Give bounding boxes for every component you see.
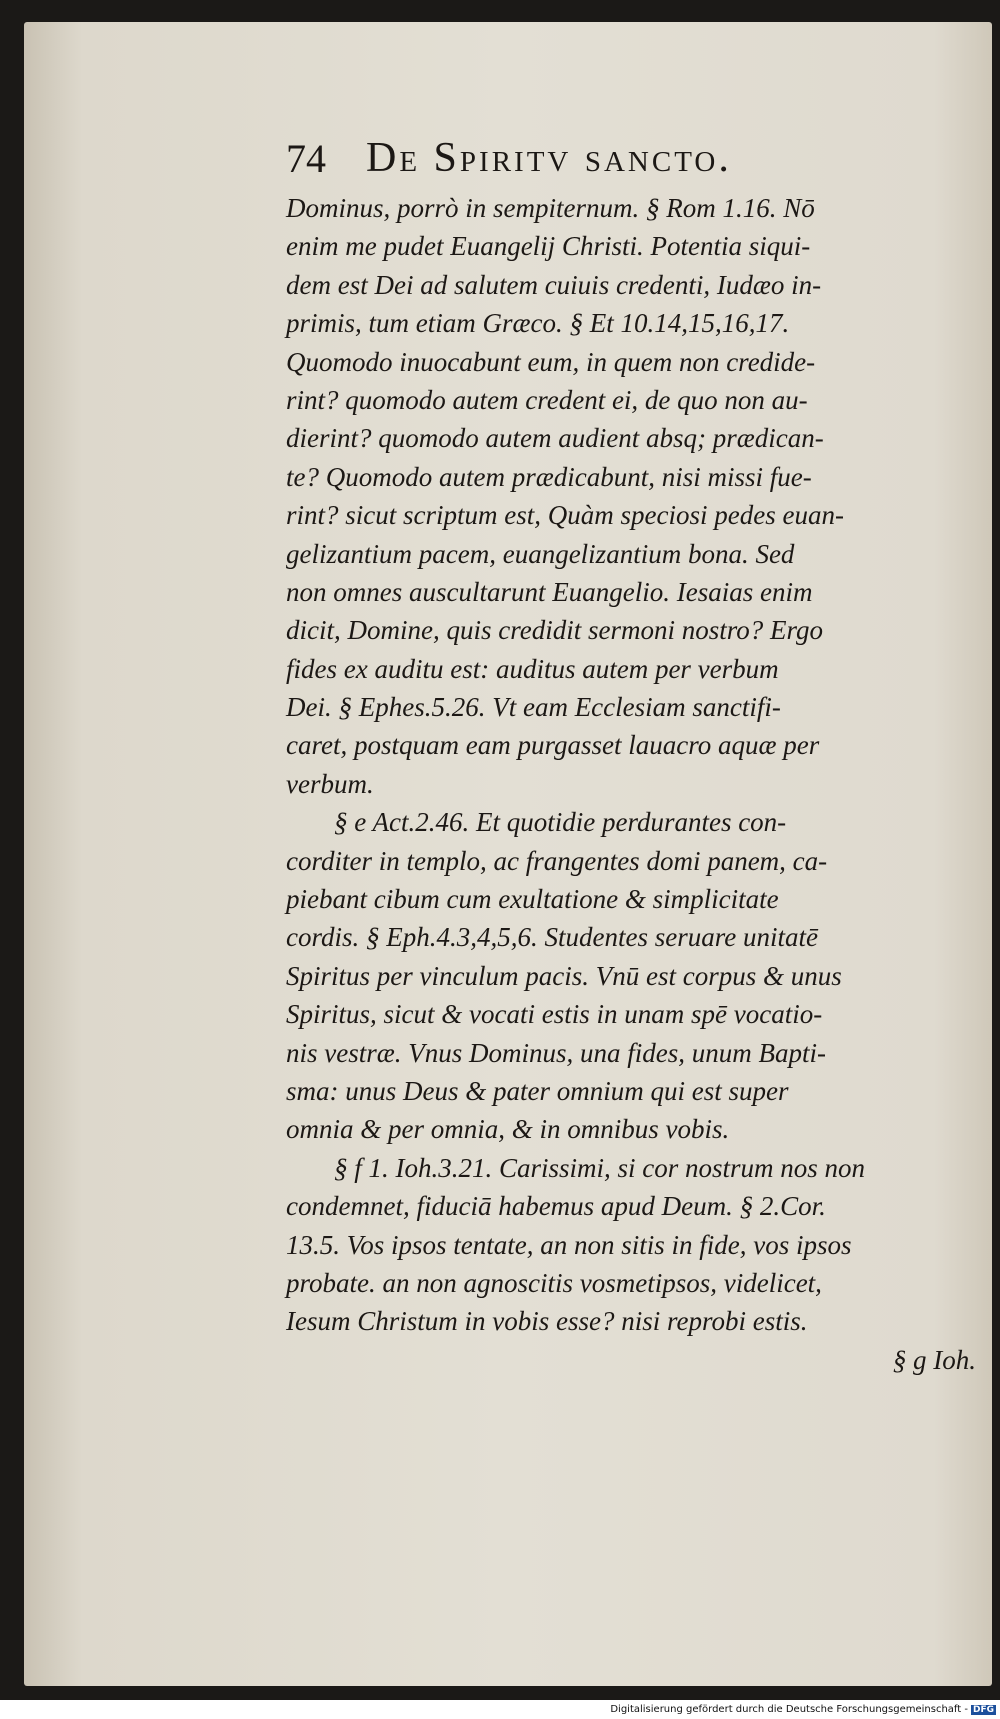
text-line: Spiritus, sicut & vocati estis in unam spē vocatio- bbox=[286, 999, 823, 1030]
text-line: fides ex auditu est: auditus autem per verbum bbox=[286, 653, 779, 684]
text-line: caret, postquam eam purgasset lauacro aquæ per bbox=[286, 730, 820, 761]
footer-bar bbox=[0, 1700, 1000, 1719]
catchword: § g Ioh. bbox=[892, 1344, 976, 1375]
text-line: Dei. § Ephes.5.26. Vt eam Ecclesiam sanctifi- bbox=[286, 692, 781, 723]
text-line: corditer in templo, ac frangentes domi panem, ca- bbox=[286, 845, 828, 876]
text-line: 13.5. Vos ipsos tentate, an non sitis in fide, vos ipsos bbox=[286, 1229, 852, 1260]
text-line: nis vestræ. Vnus Dominus, una fides, unum Bapti- bbox=[286, 1037, 826, 1068]
text-line: dierint? quomodo autem audient absq; prædican- bbox=[286, 423, 824, 454]
text-line: non omnes auscultarunt Euangelio. Iesaias enim bbox=[286, 576, 813, 607]
text-line: Quomodo inuocabunt eum, in quem non credide- bbox=[286, 346, 816, 377]
text-line: piebant cibum cum exultatione & simplicitate bbox=[286, 884, 779, 915]
text-line: condemnet, fiduciā habemus apud Deum. § 2.Cor. bbox=[286, 1191, 826, 1222]
text-line: sma: unus Deus & pater omnium qui est super bbox=[286, 1075, 789, 1106]
dfg-logo: DFG bbox=[972, 1704, 994, 1715]
text-line: omnia & per omnia, & in omnibus vobis. bbox=[286, 1114, 730, 1145]
text-line: gelizantium pacem, euangelizantium bona. Sed bbox=[286, 538, 795, 569]
text-line: primis, tum etiam Græco. § Et 10.14,15,16,17. bbox=[286, 308, 790, 339]
text-line: probate. an non agnoscitis vosmetipsos, videlicet, bbox=[286, 1267, 822, 1298]
running-head-title: De Spiritv sancto. bbox=[366, 135, 732, 181]
running-head bbox=[286, 127, 996, 189]
text-line: rint? quomodo autem credent ei, de quo non au- bbox=[286, 384, 808, 415]
text-line: verbum. bbox=[286, 768, 374, 799]
book-page bbox=[24, 22, 992, 1686]
text-line: Spiritus per vinculum pacis. Vnū est corpus & unus bbox=[286, 960, 842, 991]
text-block bbox=[286, 127, 996, 1379]
text-line: cordis. § Eph.4.3,4,5,6. Studentes seruare unitatē bbox=[286, 922, 818, 953]
page-number: 74 bbox=[286, 135, 326, 181]
text-line: enim me pudet Euangelij Christi. Potentia siqui- bbox=[286, 231, 811, 262]
paragraph-start-line: § f 1. Ioh.3.21. Carissimi, si cor nostrum nos non bbox=[334, 1152, 866, 1183]
text-line: te? Quomodo autem prædicabunt, nisi missi fue- bbox=[286, 461, 812, 492]
text-line: rint? sicut scriptum est, Quàm speciosi pedes euan- bbox=[286, 500, 844, 531]
funding-credit: Digitalisierung gefördert durch die Deutsche Forschungsgemeinschaft - bbox=[610, 1704, 968, 1715]
text-line: Iesum Christum in vobis esse? nisi reprobi estis. bbox=[286, 1306, 808, 1337]
paragraph-start-line: § e Act.2.46. Et quotidie perdurantes con- bbox=[334, 807, 787, 838]
text-line: Dominus, porrò in sempiternum. § Rom 1.16. Nō bbox=[286, 193, 815, 223]
text-line: dem est Dei ad salutem cuiuis credenti, Iudæo in- bbox=[286, 269, 822, 300]
text-line: dicit, Domine, quis credidit sermoni nostro? Ergo bbox=[286, 615, 823, 646]
